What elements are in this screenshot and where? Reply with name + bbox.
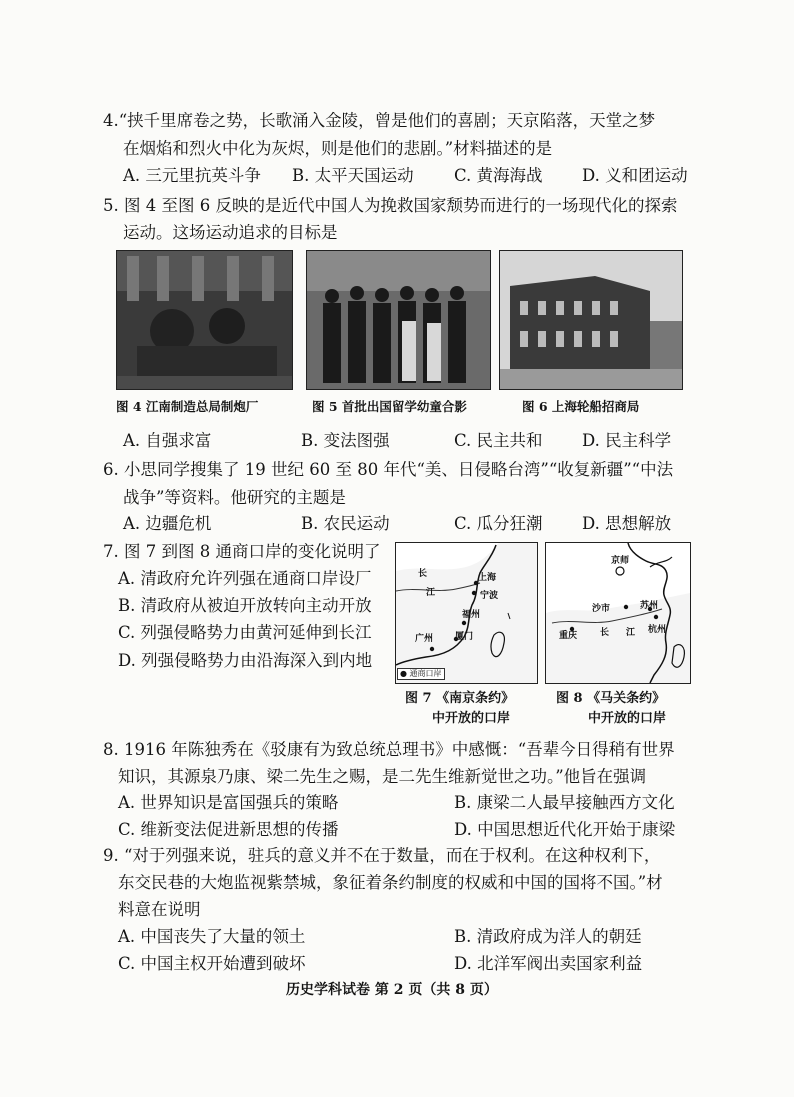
figure-5-caption: 图 5 首批出国留学幼童合影 — [312, 399, 467, 414]
map7-label-guangzhou: 广州 — [415, 634, 434, 644]
q6-stem-line2: 战争”等资料。他研究的主题是 — [123, 488, 346, 507]
q4-option-a: A. 三元里抗英斗争 — [123, 166, 261, 185]
map7-label-jiang: 江 — [426, 588, 436, 598]
figure-4-caption: 图 4 江南制造总局制炮厂 — [116, 399, 259, 414]
map8-label-shashi: 沙市 — [592, 604, 611, 614]
q8-stem-line2: 知识，其源泉乃康、梁二先生之赐，是二先生维新觉世之功。”他旨在强调 — [118, 767, 647, 786]
figure-6-caption: 图 6 上海轮船招商局 — [522, 399, 640, 414]
q8-option-b: B. 康梁二人最早接触西方文化 — [454, 793, 675, 812]
q9-option-b: B. 清政府成为洋人的朝廷 — [454, 927, 642, 946]
q7-option-c: C. 列强侵略势力由黄河延伸到长江 — [118, 623, 372, 642]
q5-option-d: D. 民主科学 — [582, 431, 672, 450]
q9-option-a: A. 中国丧失了大量的领土 — [118, 927, 306, 946]
q5-option-a: A. 自强求富 — [123, 431, 212, 450]
q9-stem-line1: 9. “对于列强来说，驻兵的意义并不在于数量，而在于权利。在这种权利下， — [103, 846, 661, 865]
q4-stem-line2: 在烟焰和烈火中化为灰烬，则是他们的悲剧。”材料描述的是 — [123, 139, 553, 158]
map7-label-chang: 长 — [418, 569, 428, 579]
q5-stem-line1: 5. 图 4 至图 6 反映的是近代中国人为挽救国家颓势而进行的一场现代化的探索 — [103, 196, 678, 215]
q9-stem-line3: 料意在说明 — [118, 900, 201, 919]
q5-stem-line2: 运动。这场运动追求的目标是 — [123, 223, 338, 242]
figure-5-photo — [306, 250, 491, 390]
map8-label-jingshi: 京师 — [611, 556, 630, 566]
q8-option-a: A. 世界知识是富国强兵的策略 — [118, 793, 339, 812]
q5-option-c: C. 民主共和 — [454, 431, 543, 450]
figure-6-photo — [499, 250, 683, 390]
q9-option-d: D. 北洋军阀出卖国家利益 — [454, 954, 643, 973]
q4-stem-line1: 4.“挟千里席卷之势，长歌涌入金陵，曾是他们的喜剧；天京陷落，天堂之梦 — [103, 111, 656, 130]
map7-label-ningbo: 宁波 — [480, 591, 499, 601]
map7-label-fuzhou: 福州 — [462, 610, 481, 620]
q4-option-b: B. 太平天国运动 — [292, 166, 414, 185]
q7-option-a: A. 清政府允许列强在通商口岸设厂 — [118, 569, 372, 588]
map7-caption-line1: 图 7 《南京条约》 — [405, 691, 515, 706]
map8-caption-line2: 中开放的口岸 — [588, 711, 667, 726]
page-footer: 历史学科试卷 第 2 页（共 8 页） — [286, 982, 498, 998]
q9-stem-line2: 东交民巷的大炮监视紫禁城，象征着条约制度的权威和中国的国将不国。”材 — [118, 873, 663, 892]
q8-option-c: C. 维新变法促进新思想的传播 — [118, 820, 339, 839]
q6-option-c: C. 瓜分狂潮 — [454, 514, 543, 533]
map8-caption-line1: 图 8 《马关条约》 — [556, 691, 666, 706]
q8-stem-line1: 8. 1916 年陈独秀在《驳康有为致总统总理书》中感慨：“吾辈今日得稍有世界 — [103, 740, 675, 759]
map8-label-hangzhou: 杭州 — [648, 625, 667, 635]
q7-option-b: B. 清政府从被迫开放转向主动开放 — [118, 596, 372, 615]
q7-option-d: D. 列强侵略势力由沿海深入到内地 — [118, 651, 373, 670]
figure-4-photo — [116, 250, 293, 390]
q4-option-c: C. 黄海海战 — [454, 166, 543, 185]
map8-label-chang: 长 — [600, 628, 610, 638]
q5-option-b: B. 变法图强 — [301, 431, 390, 450]
map7-label-xiamen: 厦门 — [455, 632, 474, 642]
q7-stem: 7. 图 7 到图 8 通商口岸的变化说明了 — [103, 542, 381, 561]
q6-option-b: B. 农民运动 — [301, 514, 390, 533]
map8-label-suzhou: 苏州 — [640, 601, 659, 611]
map8-label-chongqing: 重庆 — [559, 631, 578, 641]
q6-stem-line1: 6. 小思同学搜集了 19 世纪 60 至 80 年代“美、日侵略台湾”“收复新疆”“中法 — [103, 460, 674, 479]
map7-caption-line2: 中开放的口岸 — [432, 711, 511, 726]
q9-option-c: C. 中国主权开始遭到破坏 — [118, 954, 306, 973]
q6-option-a: A. 边疆危机 — [123, 514, 212, 533]
q8-option-d: D. 中国思想近代化开始于康梁 — [454, 820, 676, 839]
q4-option-d: D. 义和团运动 — [582, 166, 688, 185]
q6-option-d: D. 思想解放 — [582, 514, 672, 533]
map8-label-jiang: 江 — [626, 628, 636, 638]
map7-label-shanghai: 上海 — [478, 573, 497, 583]
map7-legend: ● 通商口岸 — [397, 668, 445, 680]
